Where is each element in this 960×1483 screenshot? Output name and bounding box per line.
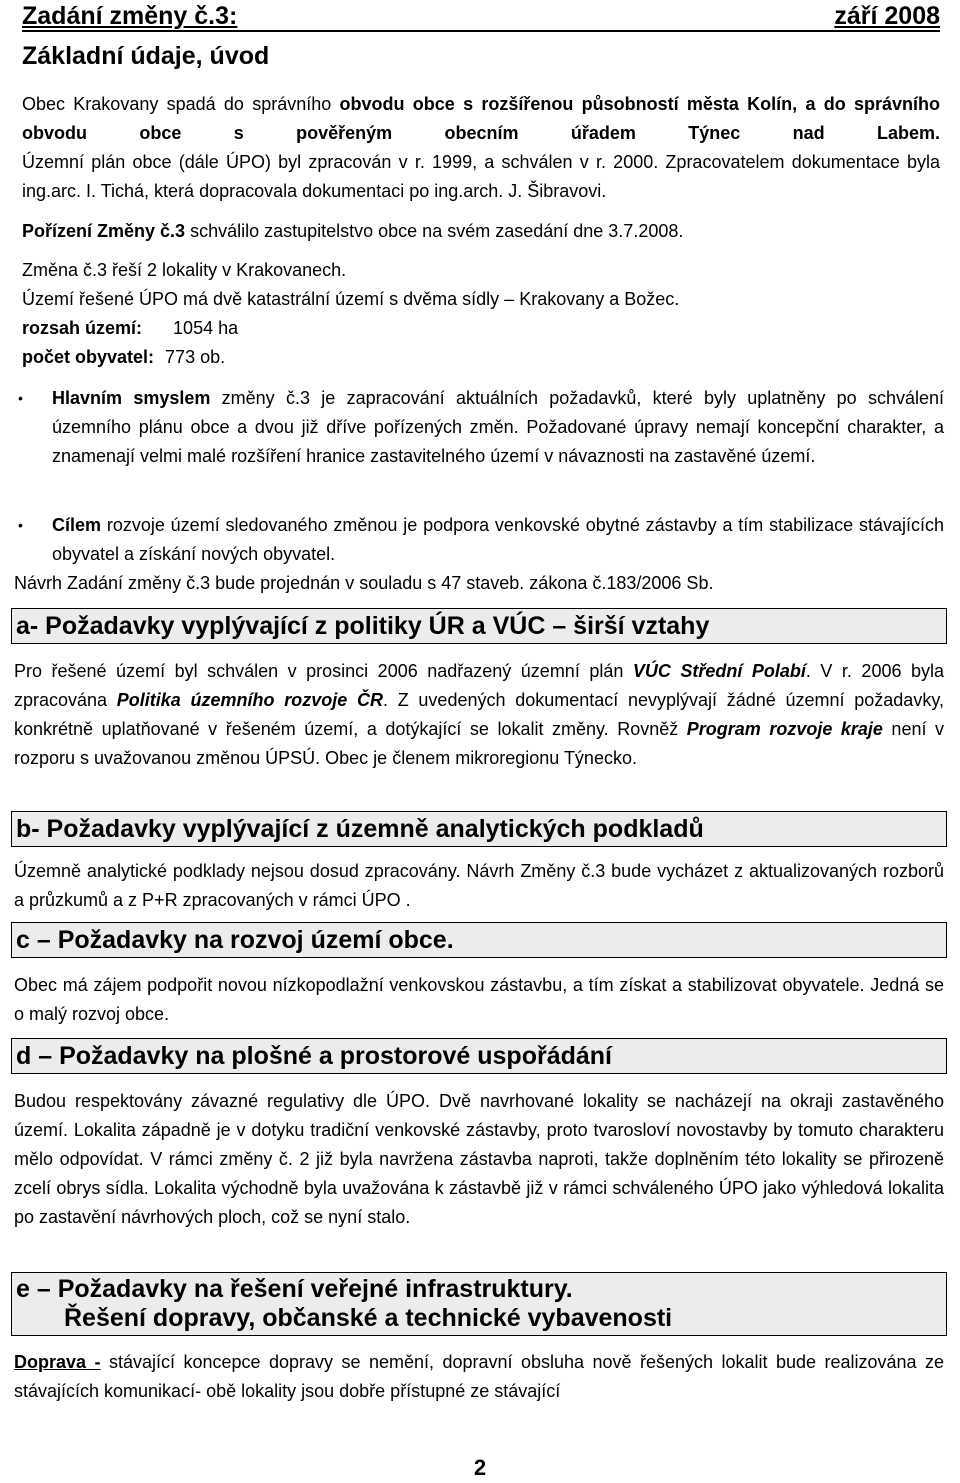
section-e-heading bbox=[11, 1272, 947, 1336]
bullet-paragraph-1: Hlavním smyslem změny č.3 je zapracování aktuálních požadavků, které byly uplatněny po schválení územního plánu obce a dvou již dříve pořízených změn. Požadované úpravy nemají koncepční charakter, a znamenají velmi malé rozšíření hranice zastavitelného území v návaznosti na zastavěné území. bbox=[52, 388, 944, 466]
page-header bbox=[22, 0, 940, 32]
intro-paragraph-6: Návrh Zadání změny č.3 bude projednán v souladu s 47 staveb. zákona č.183/2006 Sb. bbox=[14, 573, 714, 593]
population-row bbox=[22, 343, 940, 372]
section-a-text: Pro řešené území byl schválen v prosinci 2006 nadřazený územní plán VÚC Střední Polabí. V r. 2006 byla zpracována Politika územního rozvoje ČR. Z uvedených dokumentací nevyplývají žádné územní požadavky, konkrétně uplatňované v řešeném území, a dotýkající se lokalit změny. Rovněž Program rozvoje kraje není v rozporu s uvažovanou změnou ÚPSÚ. Obec je členem mikroregionu Týnecko. bbox=[14, 661, 945, 768]
intro-paragraph-5: Území řešené ÚPO má dvě katastrální území s dvěma sídly – Krakovany a Božec. bbox=[22, 289, 680, 309]
bullet-icon: • bbox=[18, 517, 23, 533]
area-label: rozsah území: bbox=[22, 318, 143, 338]
section-d-heading: d – Požadavky na plošné a prostorové uspořádání bbox=[11, 1038, 947, 1074]
intro-paragraph-3: Pořízení Změny č.3 schválilo zastupitelstvo obce na svém zasedání dne 3.7.2008. bbox=[22, 221, 684, 241]
population-value: 773 ob. bbox=[165, 347, 226, 367]
header-date: září 2008 bbox=[834, 2, 940, 30]
section-e-text: Doprava - stávající koncepce dopravy se nemění, dopravní obsluha nově řešených lokalit bude realizována ze stávajících komunikací- obě lokality jsou dobře přístupné ze stávající bbox=[14, 1352, 944, 1401]
bullet-paragraph-2: Cílem rozvoje území sledovaného změnou je podpora venkovské obytné zástavby a tím stabilizace stávajících obyvatel a získání nových obyvatel. bbox=[52, 515, 944, 564]
intro-paragraph-2: Územní plán obce (dále ÚPO) byl zpracován v r. 1999, a schválen v r. 2000. Zpracovatelem dokumentace byla ing.arc. I. Tichá, která dopracovala dokumentaci po ing.arch. J. Šibravovi. bbox=[22, 152, 940, 201]
transport-lead: Doprava - bbox=[14, 1352, 101, 1372]
section-b-text: Územně analytické podklady nejsou dosud zpracovány. Návrh Změny č.3 bude vycházet z aktualizovaných rozborů a průzkumů a z P+R zpracovaných v rámci ÚPO . bbox=[14, 861, 944, 910]
section-e-title-line-2: Řešení dopravy, občanské a technické vybavenosti bbox=[64, 1304, 673, 1332]
intro-paragraph-4: Změna č.3 řeší 2 lokality v Krakovanech. bbox=[22, 260, 347, 280]
intro-heading: Základní údaje, úvod bbox=[22, 42, 270, 70]
section-c-text: Obec má zájem podpořit novou nízkopodlažní venkovskou zástavbu, a tím získat a stabilizovat obyvatele. Jedná se o malý rozvoj obce. bbox=[14, 975, 944, 1024]
section-b-heading: b- Požadavky vyplývající z územně analytických podkladů bbox=[11, 811, 947, 847]
intro-paragraph-1: Obec Krakovany spadá do správního obvodu obce s rozšířenou působností města Kolín, a do správního obvodu obce s pověřeným obecním úřadem Týnec nad Labem. bbox=[22, 94, 941, 143]
section-c-heading: c – Požadavky na rozvoj území obce. bbox=[11, 922, 947, 958]
population-label: počet obyvatel: bbox=[22, 347, 155, 367]
section-a-heading: a- Požadavky vyplývající z politiky ÚR a VÚC – širší vztahy bbox=[11, 608, 947, 644]
section-e-title-line-1: e – Požadavky na řešení veřejné infrastruktury. bbox=[16, 1275, 573, 1303]
section-d-text: Budou respektovány závazné regulativy dle ÚPO. Dvě navrhované lokality se nacházejí na okraji zastavěného území. Lokalita západně je v dotyku tradiční venkovské zástavby, proto tvarosloví novostavby by tomuto charakteru mělo odpovídat. V rámci změny č. 2 již byla navržena zástavba naproti, takže doplněním této lokality se přirozeně zcelí obrys sídla. Lokalita východně byla uvažována k zástavbě již v rámci schváleného ÚPO jako výhledová lokalita po zastavění návrhových ploch, což se nyní stalo. bbox=[14, 1091, 944, 1227]
header-title: Zadání změny č.3: bbox=[22, 2, 238, 30]
area-value: 1054 ha bbox=[173, 318, 239, 338]
bullet-icon: • bbox=[18, 390, 23, 406]
area-row bbox=[22, 314, 940, 343]
page-number: 2 bbox=[473, 1455, 487, 1480]
